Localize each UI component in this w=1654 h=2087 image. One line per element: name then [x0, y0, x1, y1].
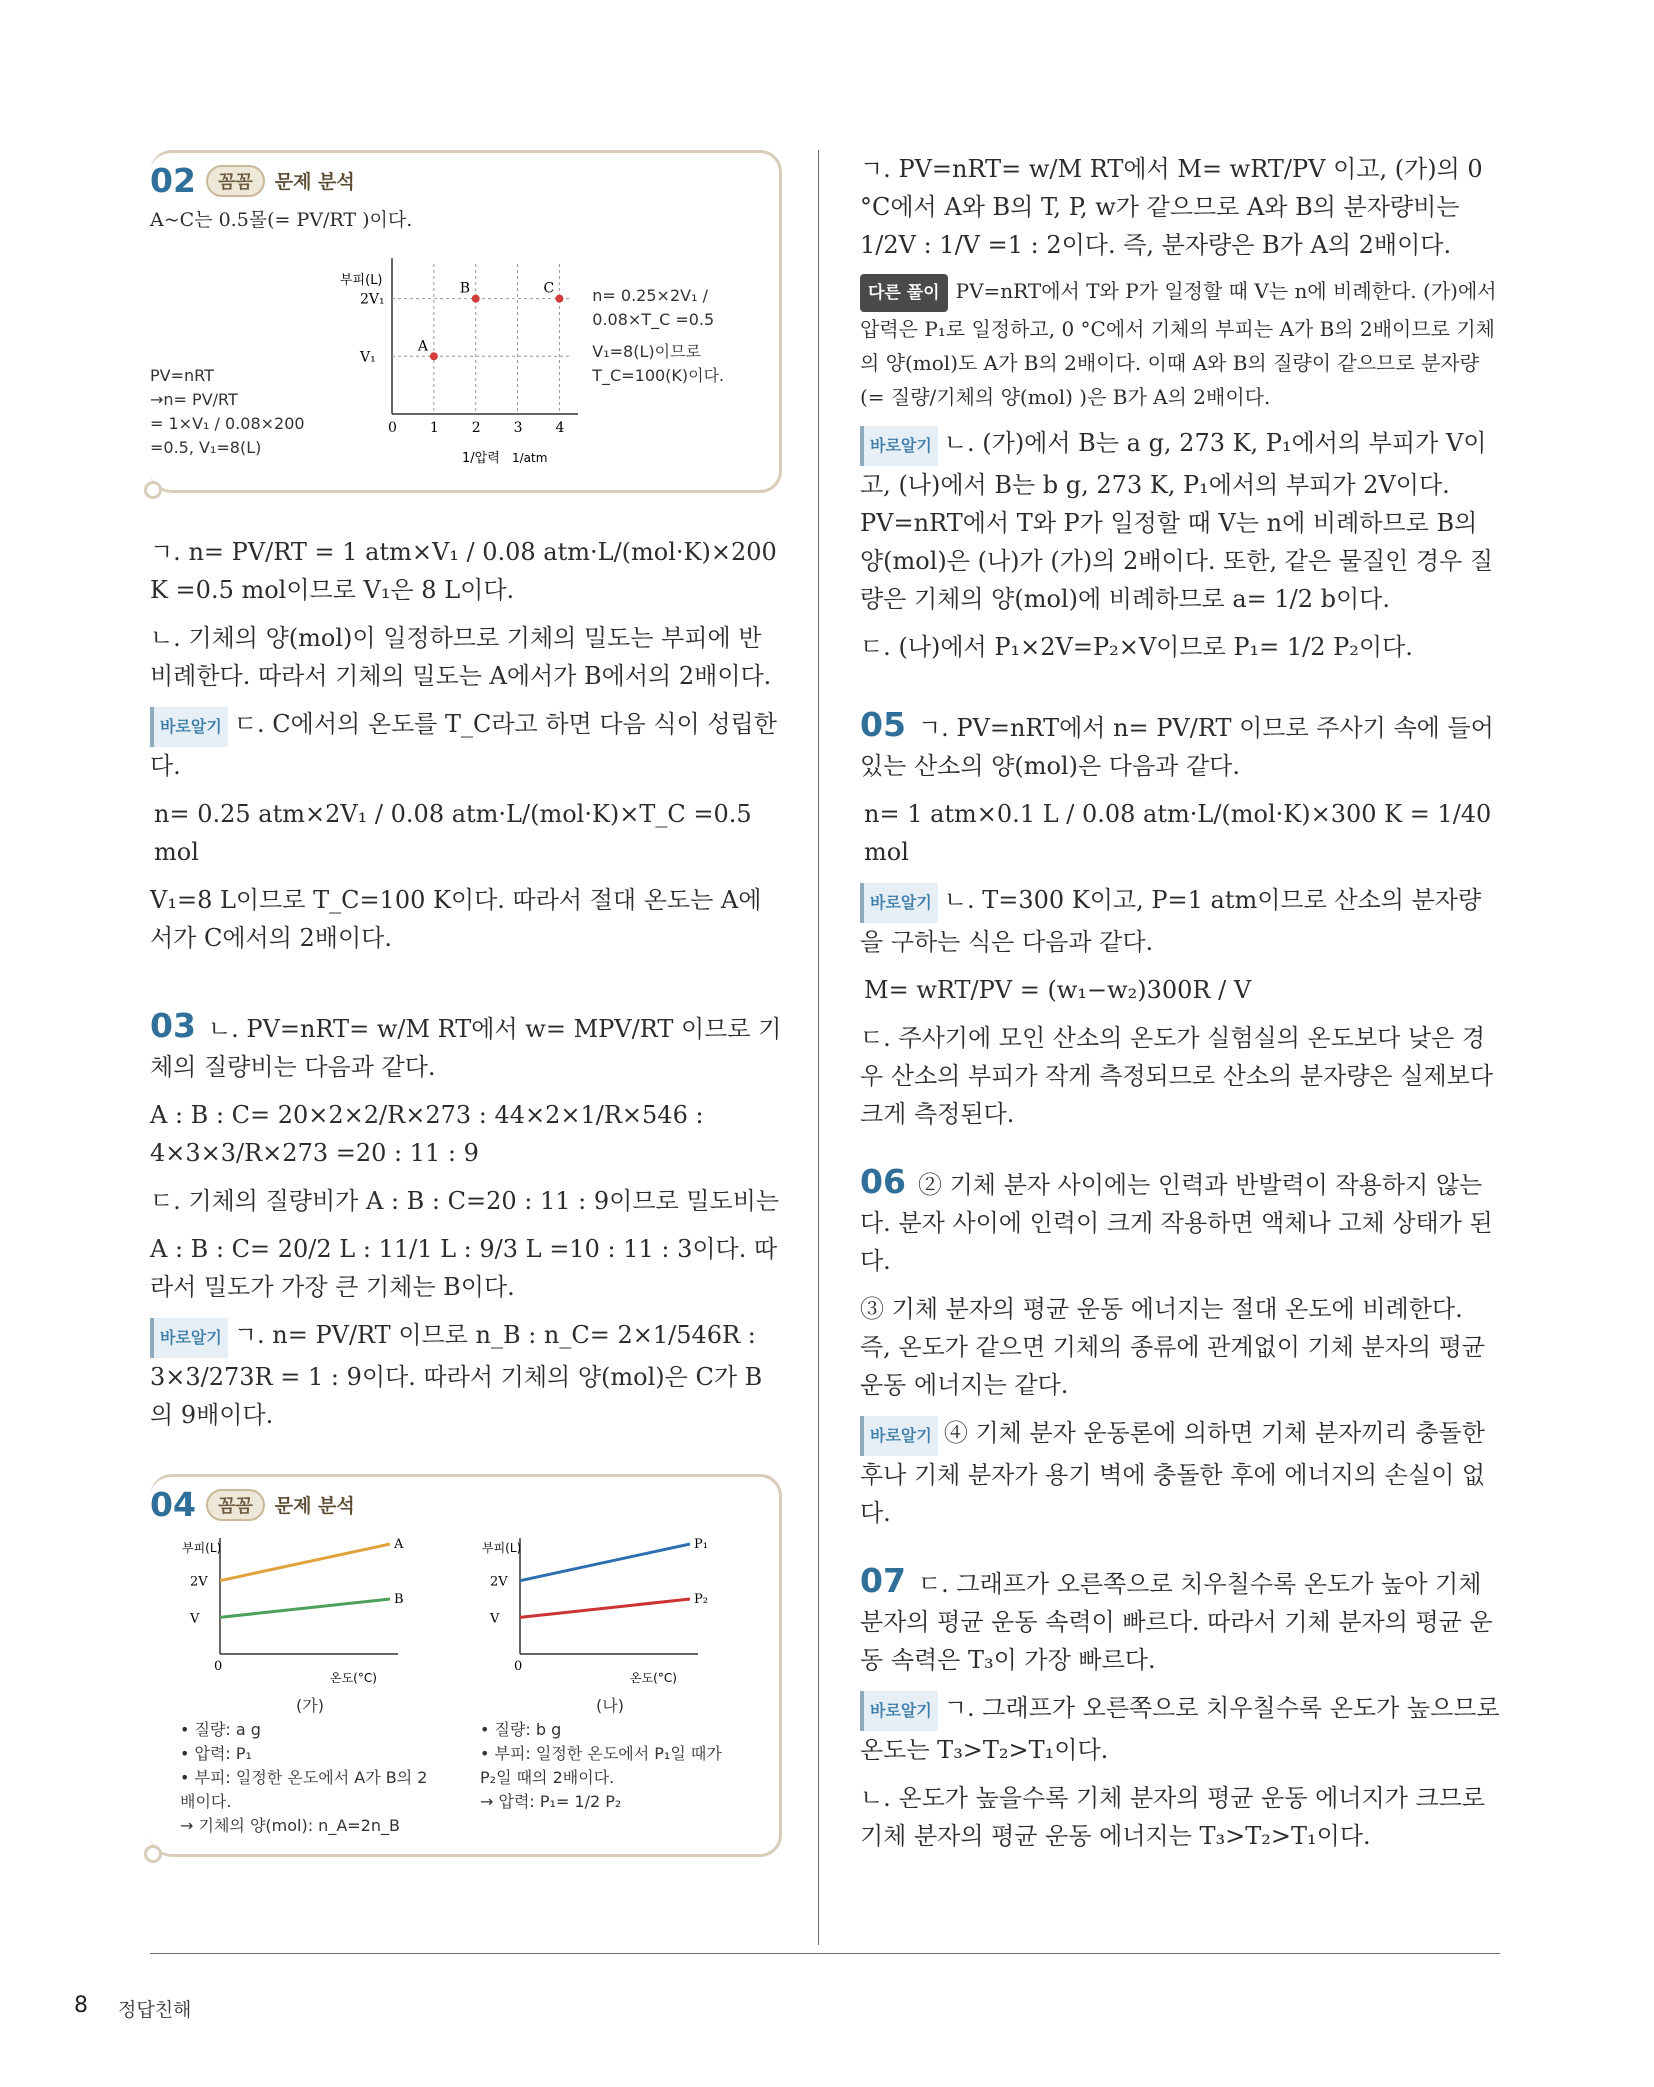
- point-label: B: [459, 280, 470, 297]
- q04-right-paragraph-2: [860, 424, 1500, 618]
- page-label: 정답친해: [118, 1999, 192, 2021]
- q02-note-a3: = 1×V₁ / 0.08×200 =0.5, V₁=8(L): [150, 414, 305, 457]
- x-tick-label: 0: [514, 1659, 523, 1674]
- q04-ga-note-0: • 질량: a g: [180, 1720, 261, 1739]
- q04-na-chart: [480, 1530, 730, 1690]
- q02-note-v: V₁=8(L)이므로 T_C=100(K)이다.: [592, 342, 725, 385]
- q06-paragraph-1-text: ② 기체 분자 사이에는 인력과 반발력이 작용하지 않는다. 분자 사이에 인력이 크게 작용하면 액체나 고체 상태가 된다.: [860, 1171, 1493, 1275]
- q02-paragraph-2: ㄴ. 기체의 양(mol)이 일정하므로 기체의 밀도는 부피에 반비례한다. 따라서 기체의 밀도는 A에서가 B에서의 2배이다.: [150, 624, 772, 690]
- q02-note-a1: PV=nRT: [150, 366, 214, 385]
- q06-paragraph-3: [860, 1414, 1500, 1532]
- alt-solution-tag: 다른 풀이: [860, 274, 948, 312]
- point-label: C: [543, 280, 554, 297]
- q04-ga-note-2: • 부피: 일정한 온도에서 A가 B의 2배이다.: [180, 1768, 428, 1811]
- q05-formula-2: M= wRT/PV = (w₁−w₂)300R / V: [864, 976, 1252, 1004]
- series-label: A: [394, 1537, 404, 1552]
- q07-paragraph-2-text: ㄱ. 그래프가 오른쪽으로 치우칠수록 온도가 높으므로 온도는 T₃>T₂>T₁이다.: [860, 1694, 1500, 1764]
- q02-formula: n= 0.25 atm×2V₁ / 0.08 atm·L/(mol·K)×T_C =0.5 mol: [154, 800, 752, 866]
- q06-tag: 바로알기: [860, 1416, 938, 1456]
- data-point: [471, 295, 479, 303]
- q07-paragraph-3: ㄴ. 온도가 높을수록 기체 분자의 평균 운동 에너지가 크므로 기체 분자의 평균 운동 에너지는 T₃>T₂>T₁이다.: [860, 1784, 1486, 1850]
- q02-analysis-box: [150, 150, 782, 493]
- q06-paragraph-3-text: ④ 기체 분자 운동론에 의하면 기체 분자끼리 충돌한 후나 기체 분자가 용기 벽에 충돌한 후에 에너지의 손실이 없다.: [860, 1419, 1486, 1527]
- q06-paragraph-2: ③ 기체 분자의 평균 운동 에너지는 절대 온도에 비례한다. 즉, 온도가 같으면 기체의 종류에 관계없이 기체 분자의 평균 운동 에너지는 같다.: [860, 1295, 1486, 1399]
- series-label: B: [394, 1592, 404, 1607]
- q04-ga-note-3: → 기체의 양(mol): n_A=2n_B: [180, 1816, 400, 1835]
- q04-na-note-2: → 압력: P₁= 1/2 P₂: [480, 1792, 622, 1811]
- q02-paragraph-4: V₁=8 L이므로 T_C=100 K이다. 따라서 절대 온도는 A에서가 C에서의 2배이다.: [150, 886, 762, 952]
- q03-paragraph-1: [150, 1007, 782, 1086]
- q02-header: [150, 161, 765, 200]
- q04-right-paragraph-1: ㄱ. PV=nRT= w/M RT에서 M= wRT/PV 이고, (가)의 0 °C에서 A와 B의 T, P, w가 같으므로 A와 B의 분자량비는 1/2V : 1/V =1 : 2이다. 즉, 분자량은 B가 A의 2배이다.: [860, 155, 1483, 259]
- x-tick-label: 2: [471, 420, 481, 436]
- q03-paragraph-5: [150, 1316, 782, 1434]
- q05-tag: 바로알기: [860, 883, 938, 923]
- series-label: P₁: [694, 1537, 708, 1552]
- right-column: [860, 150, 1500, 1865]
- series-line: [520, 1599, 690, 1617]
- y-tick-label: 2V₁: [359, 291, 385, 308]
- q02-tag: 바로알기: [150, 707, 228, 747]
- y-axis-label: 부피(L): [339, 273, 383, 288]
- q02-volume-pressure-chart: [332, 244, 589, 474]
- q02-badge-title: 문제 분석: [274, 171, 355, 193]
- q05-paragraph-1-text: ㄱ. PV=nRT에서 n= PV/RT 이므로 주사기 속에 들어 있는 산소의 양(mol)은 다음과 같다.: [860, 714, 1494, 780]
- q02-number: 02: [150, 161, 196, 200]
- x-axis-label: 온도(°C): [630, 1671, 677, 1685]
- x-axis-label: 1/압력: [461, 451, 500, 466]
- q02-paragraph-3: [150, 705, 782, 785]
- q06-number: 06: [860, 1162, 906, 1201]
- q07-paragraph-1-text: ㄷ. 그래프가 오른쪽으로 치우칠수록 온도가 높아 기체 분자의 평균 운동 속력이 빠르다. 따라서 기체 분자의 평균 운동 속력은 T₃이 가장 빠르다.: [860, 1570, 1493, 1674]
- q04-header: [150, 1485, 765, 1524]
- q03-paragraph-5-text: ㄱ. n= PV/RT 이므로 n_B : n_C= 2×1/546R : 3×3/273R = 1 : 9이다. 따라서 기체의 양(mol)은 C가 B의 9배이다.: [150, 1321, 763, 1429]
- x-tick-label: 0: [214, 1659, 223, 1674]
- y-axis-label: 부피(L): [182, 1541, 222, 1555]
- q03-paragraph-4: A : B : C= 20/2 L : 11/1 L : 9/3 L =10 : 11 : 3이다. 따라서 밀도가 가장 큰 기체는 B이다.: [150, 1235, 778, 1301]
- column-divider: [818, 150, 819, 1945]
- q04-right-tag: 바로알기: [860, 426, 938, 466]
- q02-note-a2: →n= PV/RT: [150, 390, 238, 409]
- q02-intro: A~C는 0.5몰(= PV/RT )이다.: [150, 209, 413, 231]
- box-corner-dot: [144, 1845, 162, 1863]
- q04-na-note-0: • 질량: b g: [480, 1720, 562, 1739]
- series-line: [220, 1544, 390, 1581]
- series-line: [520, 1544, 690, 1581]
- q04-alternative-solution: [860, 274, 1500, 414]
- x-tick-label: 0: [387, 420, 397, 436]
- x-axis-unit: 1/atm: [511, 451, 548, 465]
- y-tick-label: V: [490, 1611, 500, 1627]
- y-axis-label: 부피(L): [482, 1541, 522, 1555]
- q05-paragraph-3: ㄷ. 주사기에 모인 산소의 온도가 실험실의 온도보다 낮은 경우 산소의 부피가 작게 측정되므로 산소의 분자량은 실제보다 크게 측정된다.: [860, 1024, 1494, 1128]
- q03-tag: 바로알기: [150, 1318, 228, 1358]
- q06-paragraph-1: [860, 1163, 1500, 1280]
- series-line: [220, 1599, 390, 1617]
- x-tick-label: 4: [555, 420, 565, 436]
- y-tick-label: V: [190, 1611, 200, 1627]
- page-number: 8: [74, 1993, 88, 2018]
- q04-na-note-1: • 부피: 일정한 온도에서 P₁일 때가 P₂일 때의 2배이다.: [480, 1744, 722, 1787]
- data-point: [555, 295, 563, 303]
- q02-paragraph-1: ㄱ. n= PV/RT = 1 atm×V₁ / 0.08 atm·L/(mol·K)×200 K =0.5 mol이므로 V₁은 8 L이다.: [150, 538, 777, 604]
- footer-rule: [150, 1953, 1500, 1954]
- q04-badge-title: 문제 분석: [274, 1495, 355, 1517]
- x-tick-label: 3: [513, 420, 523, 436]
- q05-paragraph-1: [860, 706, 1500, 785]
- alt-solution-text: PV=nRT에서 T와 P가 일정할 때 V는 n에 비례한다. (가)에서 압력은 P₁로 일정하고, 0 °C에서 기체의 부피는 A가 B의 2배이므로 기체의 양(mol)도 A가 B의 2배이다. 이때 A와 B의 질량이 같으므로 분자량(= 질량/기체의 양(mol) )은 B가 A의 2배이다.: [860, 279, 1497, 409]
- q07-paragraph-1: [860, 1562, 1500, 1679]
- q05-paragraph-2-text: ㄴ. T=300 K이고, P=1 atm이므로 산소의 분자량을 구하는 식은 다음과 같다.: [860, 886, 1482, 956]
- q07-tag: 바로알기: [860, 1691, 938, 1731]
- y-tick-label: 2V: [190, 1574, 208, 1590]
- x-tick-label: 1: [429, 420, 439, 436]
- q02-paragraph-3-text: ㄷ. C에서의 온도를 T_C라고 하면 다음 식이 성립한다.: [150, 710, 777, 780]
- q05-number: 05: [860, 705, 906, 744]
- q07-number: 07: [860, 1561, 906, 1600]
- q04-na-caption: (나): [596, 1696, 624, 1715]
- point-label: A: [417, 338, 428, 355]
- data-point: [430, 352, 438, 360]
- q03-paragraph-1-text: ㄴ. PV=nRT= w/M RT에서 w= MPV/RT 이므로 기체의 질량비는 다음과 같다.: [150, 1015, 782, 1081]
- x-axis-label: 온도(°C): [330, 1671, 377, 1685]
- q04-right-paragraph-2-text: ㄴ. (가)에서 B는 a g, 273 K, P₁에서의 부피가 V이고, (나)에서 B는 b g, 273 K, P₁에서의 부피가 2V이다. PV=nRT에서 T와 P가 일정할 때 V는 n에 비례하므로 B의 양(mol)은 (나)가 (가)의 2배이다. 또한, 같은 물질인 경우 질량은 기체의 양(mol)에 비례하므로 a= 1/2 b이다.: [860, 429, 1494, 613]
- q04-analysis-box: [150, 1474, 782, 1857]
- q05-paragraph-2: [860, 881, 1500, 961]
- left-column: [150, 150, 782, 1897]
- y-tick-label: 2V: [490, 1574, 508, 1590]
- q04-ga-chart: [180, 1530, 430, 1690]
- q03-paragraph-2: A : B : C= 20×2×2/R×273 : 44×2×1/R×546 : 4×3×3/R×273 =20 : 11 : 9: [150, 1101, 704, 1167]
- q02-note-c: n= 0.25×2V₁ / 0.08×T_C =0.5: [592, 286, 715, 329]
- q04-ga-note-1: • 압력: P₁: [180, 1744, 252, 1763]
- q04-right-paragraph-3: ㄷ. (나)에서 P₁×2V=P₂×V이므로 P₁= 1/2 P₂이다.: [860, 633, 1413, 661]
- q03-number: 03: [150, 1006, 196, 1045]
- q03-paragraph-3: ㄷ. 기체의 질량비가 A : B : C=20 : 11 : 9이므로 밀도비는: [150, 1187, 780, 1215]
- box-corner-dot: [144, 481, 162, 499]
- q05-formula-1: n= 1 atm×0.1 L / 0.08 atm·L/(mol·K)×300 K = 1/40 mol: [864, 800, 1492, 866]
- series-label: P₂: [694, 1592, 708, 1607]
- q04-badge: 꼼꼼: [206, 1489, 265, 1521]
- q04-number: 04: [150, 1485, 196, 1524]
- q07-paragraph-2: [860, 1689, 1500, 1769]
- q02-badge: 꼼꼼: [206, 165, 265, 197]
- q04-ga-caption: (가): [296, 1696, 324, 1715]
- y-tick-label: V₁: [359, 349, 376, 366]
